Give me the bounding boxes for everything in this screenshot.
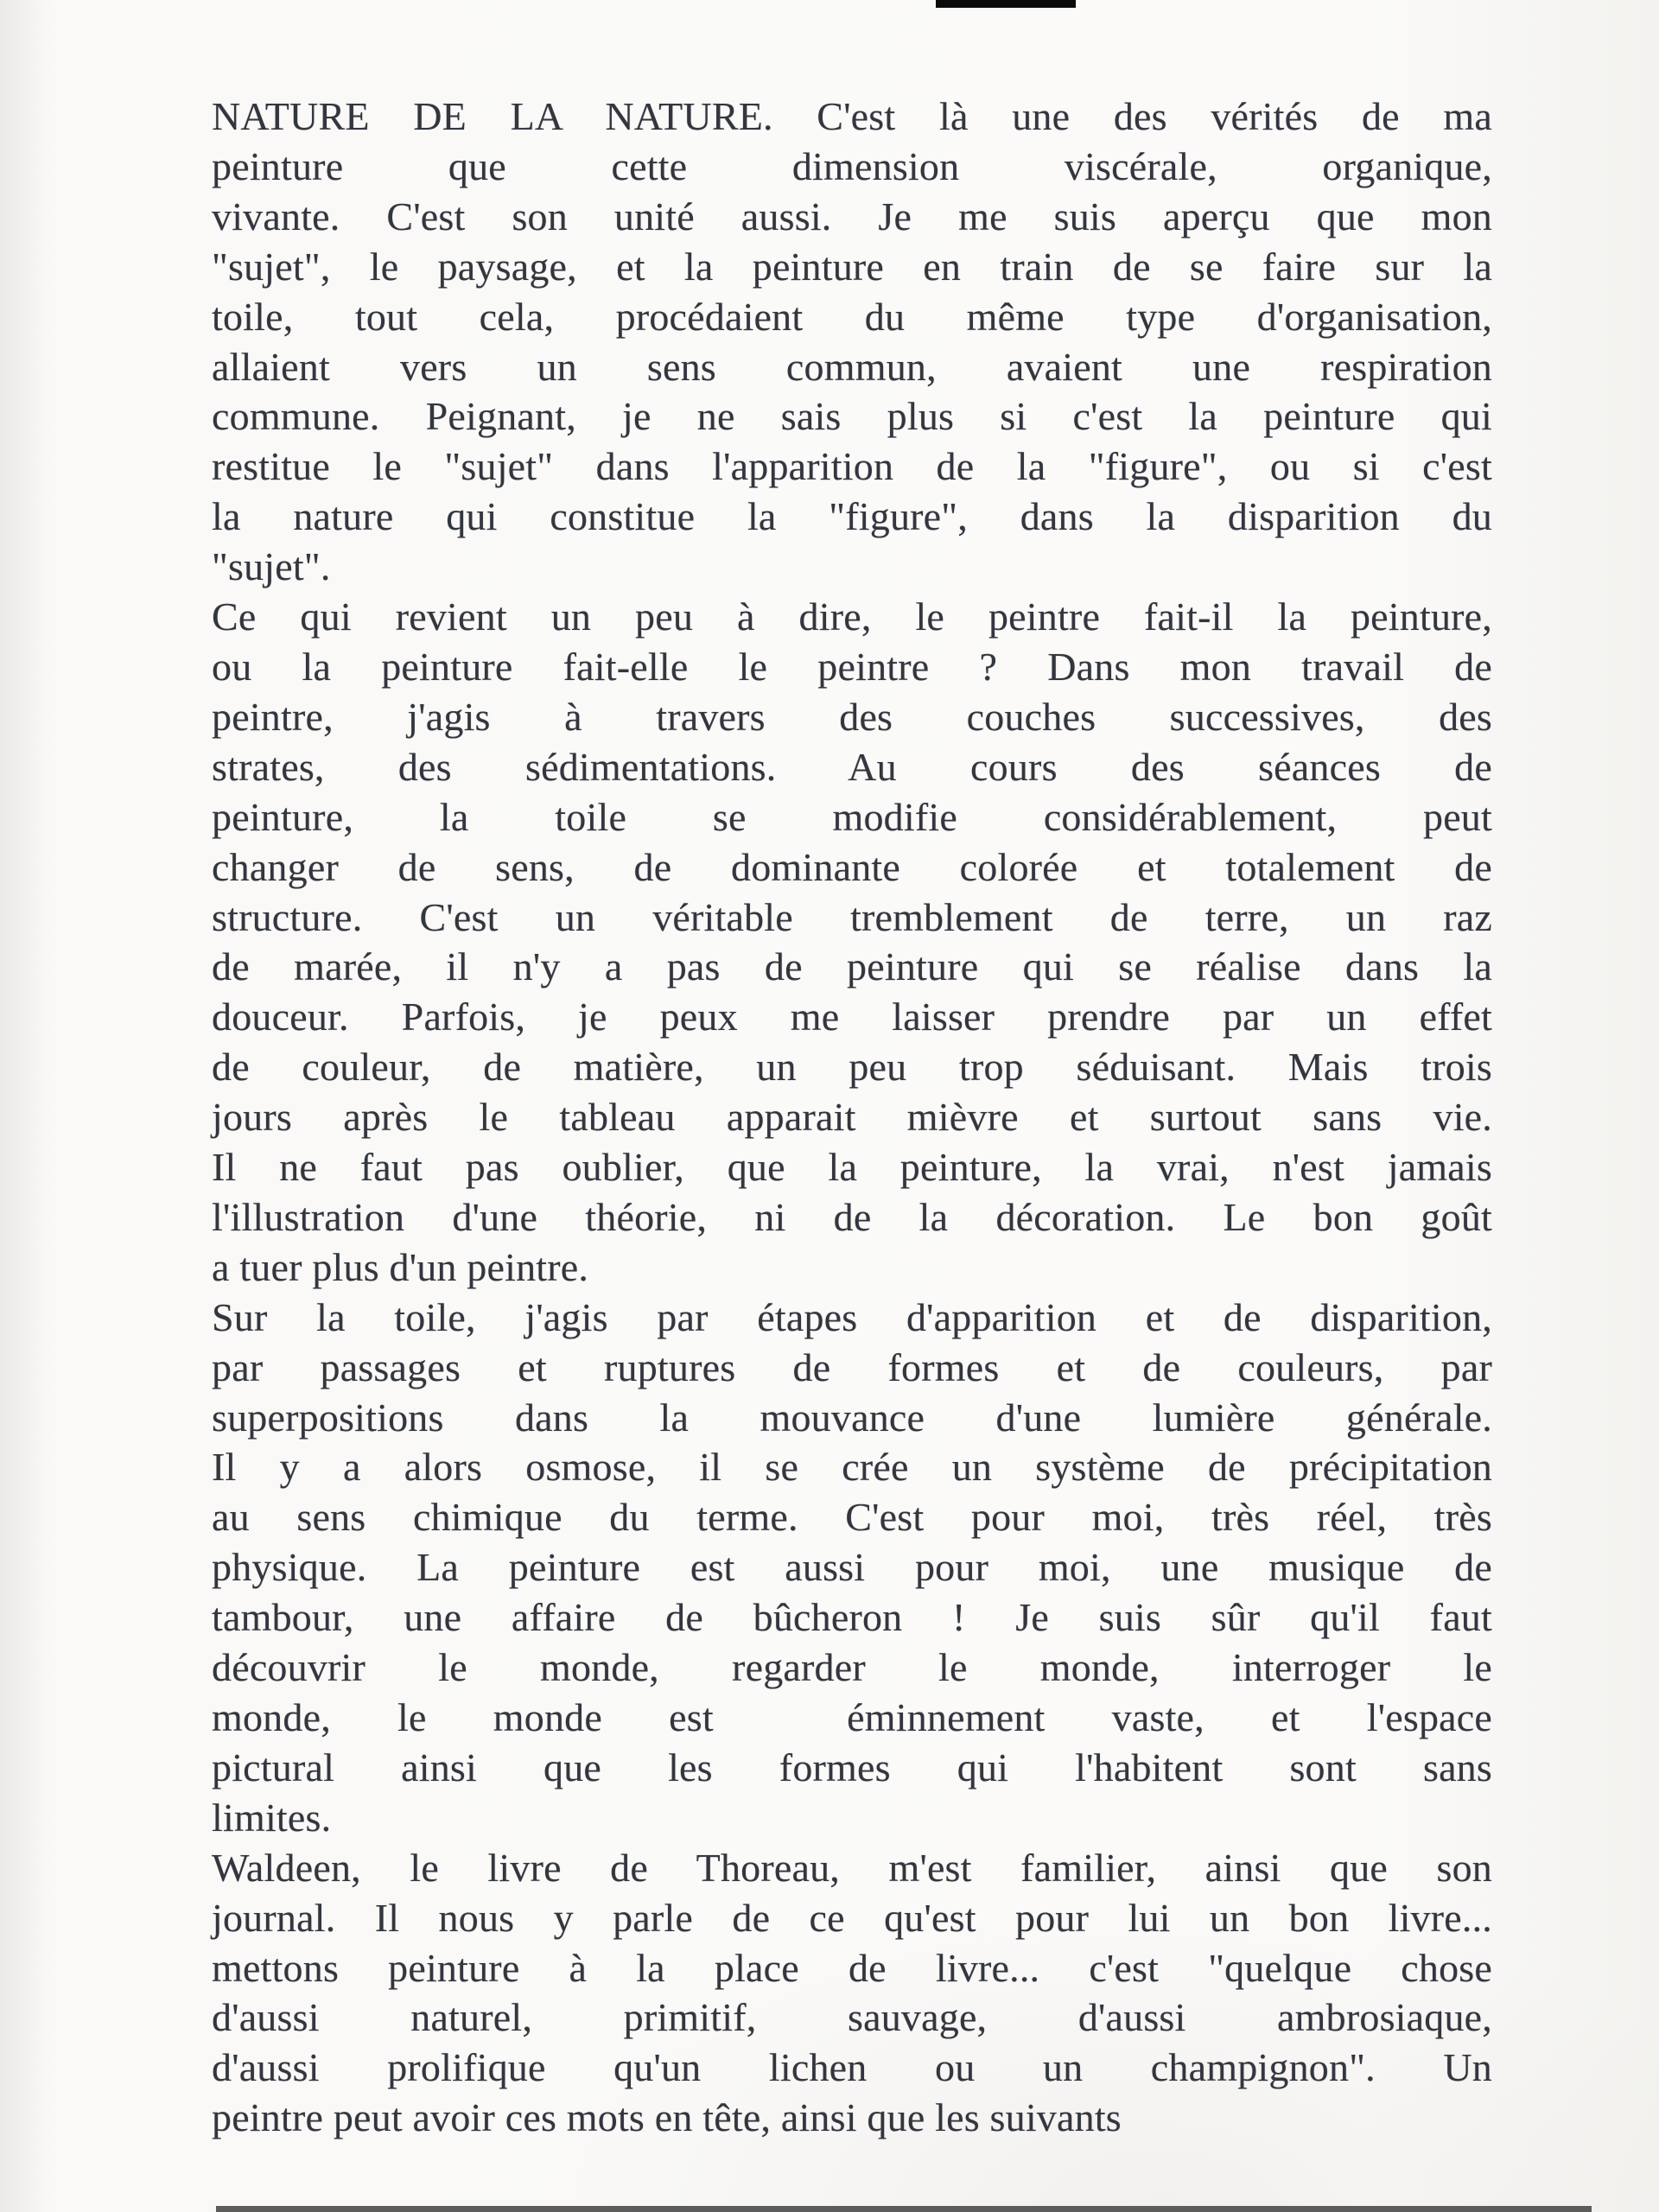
text-line: structure. C'est un véritable tremblement de terre, un raz	[212, 894, 1492, 939]
text-line: superpositions dans la mouvance d'une lumière générale.	[212, 1395, 1492, 1440]
text-line: NATURE DE LA NATURE. C'est là une des vérités de ma	[212, 94, 1492, 138]
scan-artifact-top-bar	[936, 0, 1076, 8]
scan-artifact-bottom-bar	[216, 2206, 1592, 2212]
paragraph	[212, 592, 1492, 1293]
text-line: Waldeen, le livre de Thoreau, m'est familier, ainsi que son	[212, 1845, 1492, 1890]
text-line: Sur la toile, j'agis par étapes d'apparition et de disparition,	[212, 1294, 1492, 1339]
text-line: journal. Il nous y parle de ce qu'est pour lui un bon livre...	[212, 1895, 1492, 1940]
text-line: toile, tout cela, procédaient du même type d'organisation,	[212, 294, 1492, 339]
text-column	[212, 92, 1492, 2143]
text-line: limites.	[212, 1795, 332, 1840]
paragraph	[212, 1293, 1492, 1843]
text-line: au sens chimique du terme. C'est pour moi, très réel, très	[212, 1495, 1492, 1540]
text-line: d'aussi prolifique qu'un lichen ou un champignon". Un	[212, 2045, 1492, 2090]
text-line: jours après le tableau apparait mièvre et surtout sans vie.	[212, 1095, 1492, 1140]
text-line: peinture, la toile se modifie considérablement, peut	[212, 794, 1492, 839]
text-line: vivante. C'est son unité aussi. Je me suis aperçu que mon	[212, 194, 1492, 238]
text-line: peintre peut avoir ces mots en tête, ainsi que les suivants	[212, 2095, 1122, 2140]
text-line: restitue le "sujet" dans l'apparition de la "figure", ou si c'est	[212, 444, 1492, 489]
text-line: physique. La peinture est aussi pour moi, une musique de	[212, 1545, 1492, 1590]
text-line: commune. Peignant, je ne sais plus si c'est la peinture qui	[212, 394, 1492, 439]
text-line: Il y a alors osmose, il se crée un système de précipitation	[212, 1445, 1492, 1490]
text-line: pictural ainsi que les formes qui l'habitent sont sans	[212, 1745, 1492, 1789]
text-line: douceur. Parfois, je peux me laisser prendre par un effet	[212, 995, 1492, 1039]
text-line: Ce qui revient un peu à dire, le peintre fait-il la peinture,	[212, 594, 1492, 639]
text-line: a tuer plus d'un peintre.	[212, 1244, 589, 1289]
text-line: la nature qui constitue la "figure", dans la disparition du	[212, 494, 1492, 539]
text-line: changer de sens, de dominante colorée et totalement de	[212, 844, 1492, 889]
text-line: par passages et ruptures de formes et de couleurs, par	[212, 1344, 1492, 1389]
text-line: ou la peinture fait-elle le peintre ? Dans mon travail de	[212, 644, 1492, 689]
text-line: mettons peinture à la place de livre... c'est "quelque chose	[212, 1945, 1492, 1990]
text-line: strates, des sédimentations. Au cours des séances de	[212, 744, 1492, 789]
text-line: allaient vers un sens commun, avaient une respiration	[212, 344, 1492, 389]
text-line: de couleur, de matière, un peu trop séduisant. Mais trois	[212, 1045, 1492, 1090]
text-line: peintre, j'agis à travers des couches successives, des	[212, 694, 1492, 739]
text-line: découvrir le monde, regarder le monde, interroger le	[212, 1645, 1492, 1690]
paragraph	[212, 1843, 1492, 2143]
text-line: "sujet", le paysage, et la peinture en train de se faire sur la	[212, 244, 1492, 289]
paragraph	[212, 92, 1492, 592]
text-line: monde, le monde est éminnement vaste, et l'espace	[212, 1695, 1492, 1739]
text-line: "sujet".	[212, 544, 331, 589]
text-line: tambour, une affaire de bûcheron ! Je suis sûr qu'il faut	[212, 1595, 1492, 1640]
text-line: l'illustration d'une théorie, ni de la décoration. Le bon goût	[212, 1194, 1492, 1239]
text-line: de marée, il n'y a pas de peinture qui se réalise dans la	[212, 944, 1492, 989]
text-line: Il ne faut pas oublier, que la peinture, la vrai, n'est jamais	[212, 1145, 1492, 1190]
text-line: d'aussi naturel, primitif, sauvage, d'aussi ambrosiaque,	[212, 1995, 1492, 2040]
text-line: peinture que cette dimension viscérale, organique,	[212, 143, 1492, 188]
